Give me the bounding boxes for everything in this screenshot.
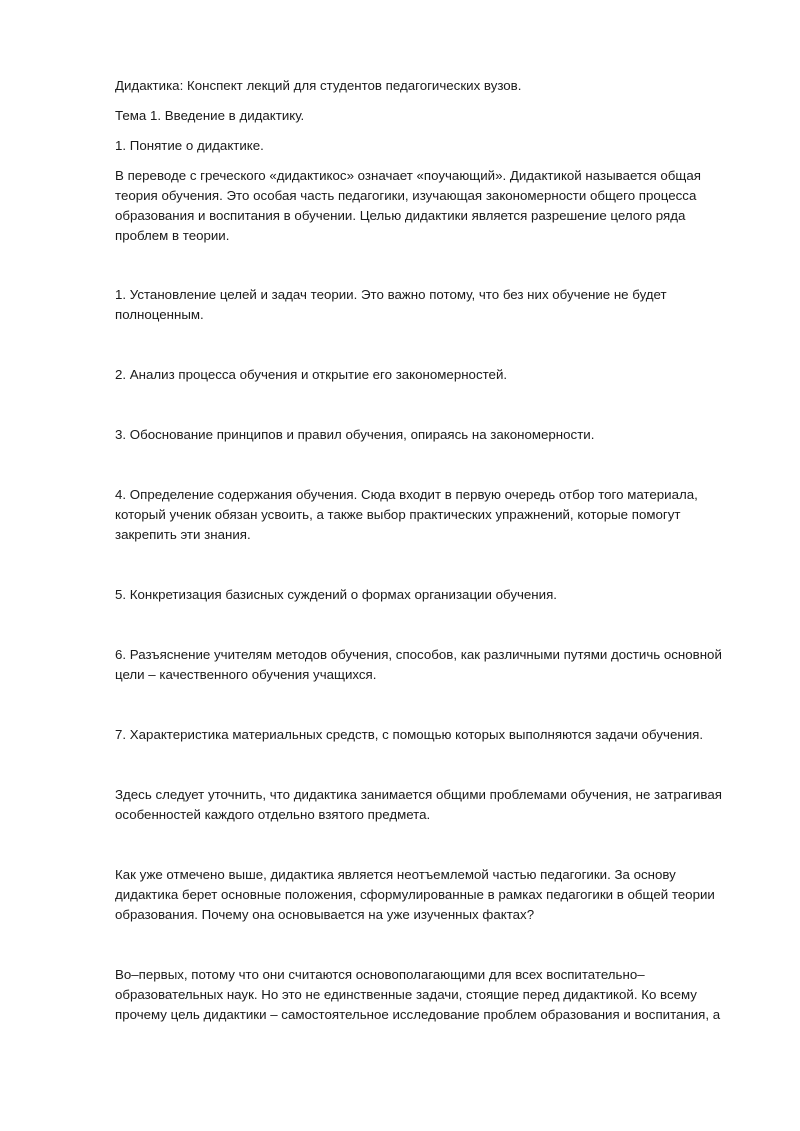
text-line: особенностей каждого отдельно взятого предмета.: [115, 807, 431, 822]
text-line: Как уже отмечено выше, дидактика является неотъемлемой частью педагогики. За основу: [115, 867, 676, 882]
document-title: [115, 76, 745, 96]
text-line: проблем в теории.: [115, 228, 230, 243]
list-item-6: [115, 645, 745, 685]
text-line: 5. Конкретизация базисных суждений о формах организации обучения.: [115, 587, 557, 602]
list-item-2: [115, 365, 745, 385]
text-line: закрепить эти знания.: [115, 527, 251, 542]
text-line: 1. Понятие о дидактике.: [115, 138, 264, 153]
list-item-7: [115, 725, 745, 745]
text-line: 4. Определение содержания обучения. Сюда входит в первую очередь отбор того материала,: [115, 487, 698, 502]
text-line: Дидактика: Конспект лекций для студентов педагогических вузов.: [115, 78, 522, 93]
list-item-3: [115, 425, 745, 445]
text-line: 1. Установление целей и задач теории. Это важно потому, что без них обучение не будет: [115, 287, 667, 302]
list-item-1: [115, 285, 745, 325]
note-paragraph: [115, 785, 745, 825]
text-line: который ученик обязан усвоить, а также выбор практических упражнений, которые помогут: [115, 507, 681, 522]
paragraph-3: [115, 965, 745, 1025]
text-line: дидактика берет основные положения, сформулированные в рамках педагогики в общей теории: [115, 887, 715, 902]
paragraph-2: [115, 865, 745, 925]
text-line: образования и воспитания в обучении. Целью дидактики является разрешение целого ряда: [115, 208, 686, 223]
text-line: полноценным.: [115, 307, 204, 322]
text-line: Во–первых, потому что они считаются основополагающими для всех воспитательно–: [115, 967, 645, 982]
intro-paragraph: [115, 166, 745, 246]
section-heading: [115, 136, 745, 156]
topic-heading: [115, 106, 745, 126]
text-line: Здесь следует уточнить, что дидактика занимается общими проблемами обучения, не затрагивая: [115, 787, 722, 802]
text-line: 7. Характеристика материальных средств, с помощью которых выполняются задачи обучения.: [115, 727, 704, 742]
text-line: образовательных наук. Но это не единственные задачи, стоящие перед дидактикой. Ко всему: [115, 987, 697, 1002]
text-line: образования. Почему она основывается на уже изученных фактах?: [115, 907, 535, 922]
text-line: цели – качественного обучения учащихся.: [115, 667, 377, 682]
list-item-5: [115, 585, 745, 605]
text-line: 2. Анализ процесса обучения и открытие его закономерностей.: [115, 367, 508, 382]
list-item-4: [115, 485, 745, 545]
text-line: Тема 1. Введение в дидактику.: [115, 108, 305, 123]
text-line: теория обучения. Это особая часть педагогики, изучающая закономерности общего процесса: [115, 188, 697, 203]
text-line: В переводе с греческого «дидактикос» означает «поучающий». Дидактикой называется общая: [115, 168, 701, 183]
text-line: 3. Обоснование принципов и правил обучения, опираясь на закономерности.: [115, 427, 595, 442]
text-line: 6. Разъяснение учителям методов обучения, способов, как различными путями достичь основной: [115, 647, 722, 662]
text-line: прочему цель дидактики – самостоятельное исследование проблем образования и воспитания, а: [115, 1007, 721, 1022]
